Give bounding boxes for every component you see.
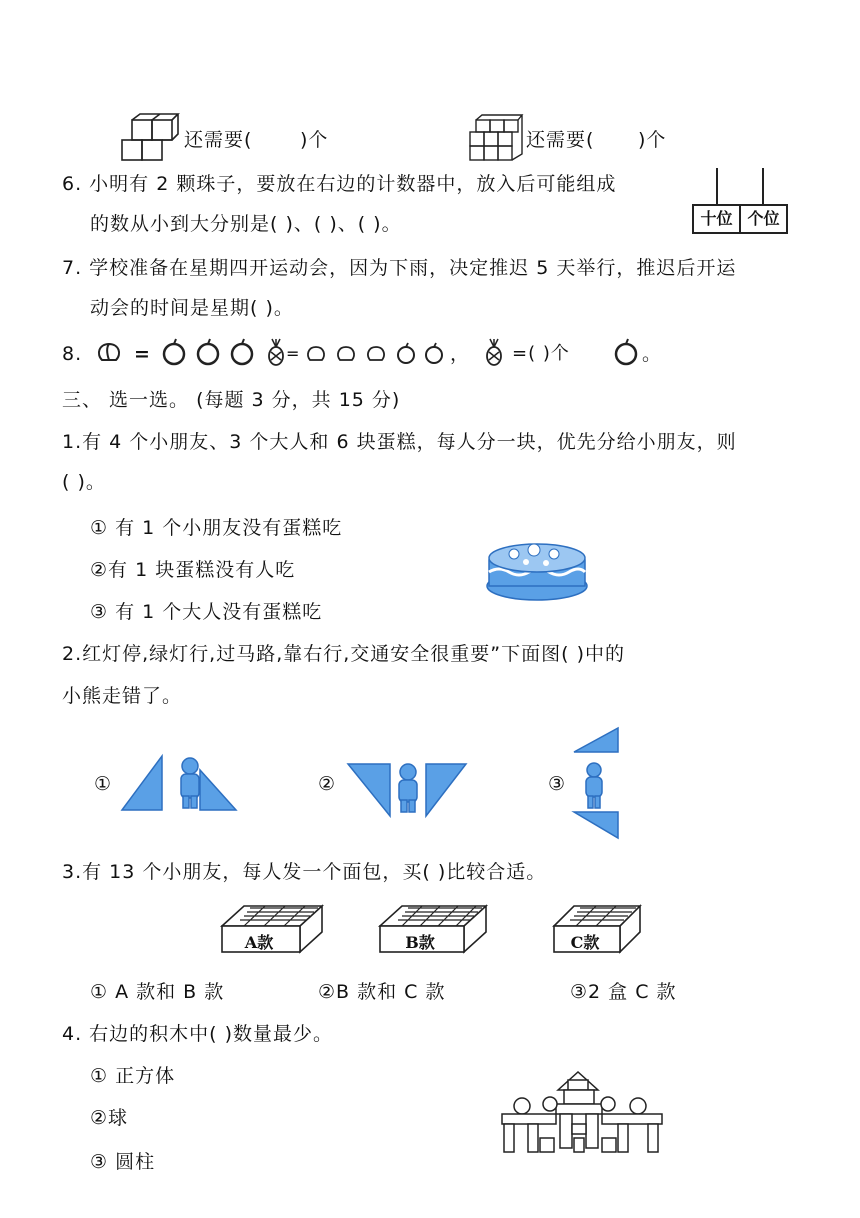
peach-icon bbox=[94, 340, 124, 364]
building-blocks-illustration bbox=[498, 1068, 666, 1156]
pineapple-icon bbox=[266, 338, 286, 366]
section-title: 三、 选一选。 (每题 3 分，共 15 分) bbox=[62, 389, 401, 411]
s1-option-3: ③ 有 1 个大人没有蛋糕吃 bbox=[90, 601, 323, 623]
cube-stack-right-figure bbox=[466, 114, 524, 166]
s3-option-2: ②B 款和 C 款 bbox=[318, 981, 446, 1003]
q6-line2: 的数从小到大分别是( )、( )、( )。 bbox=[90, 213, 402, 235]
counter-ones-label: 个位 bbox=[747, 209, 780, 228]
q7-line2: 动会的时间是星期( )。 bbox=[90, 297, 294, 319]
peach-icon bbox=[334, 344, 358, 364]
s1-line1: 1.有 4 个小朋友、3 个大人和 6 块蛋糕，每人分一块，优先分给小朋友，则 bbox=[62, 431, 737, 453]
q8-comma: ， bbox=[450, 343, 471, 365]
peach-icon bbox=[364, 344, 388, 364]
cake-illustration bbox=[484, 530, 590, 604]
bear-scene-3 bbox=[572, 726, 622, 842]
apple-icon bbox=[194, 338, 222, 366]
q7-line1: 7. 学校准备在星期四开运动会，因为下雨，决定推迟 5 天举行，推迟后开运 bbox=[62, 257, 737, 279]
s2-line1: 2.红灯停,绿灯行,过马路,靠右行,交通安全很重要”下面图( )中的 bbox=[62, 643, 625, 665]
apple-icon bbox=[422, 342, 446, 366]
apple-icon bbox=[228, 338, 256, 366]
counter-tens-label: 十位 bbox=[694, 206, 741, 232]
s1-option-2: ②有 1 块蛋糕没有人吃 bbox=[90, 559, 296, 581]
q5-left-text-b: )个 bbox=[300, 129, 329, 151]
q5-right-text-b: )个 bbox=[638, 129, 667, 151]
apple-icon bbox=[394, 342, 418, 366]
s2-line2: 小熊走错了。 bbox=[62, 685, 183, 707]
cube-stack-left-figure bbox=[120, 112, 182, 164]
s4-option-3: ③ 圆柱 bbox=[90, 1151, 156, 1173]
s2-label-3: ③ bbox=[548, 773, 567, 795]
q8-equals-1: = bbox=[134, 343, 151, 365]
q8-end: 。 bbox=[642, 343, 663, 365]
s2-label-1: ① bbox=[94, 773, 113, 795]
apple-icon bbox=[612, 338, 640, 366]
s4-option-1: ① 正方体 bbox=[90, 1065, 176, 1087]
bread-box-b-label: B款 bbox=[405, 933, 435, 952]
bread-box-a-label: A款 bbox=[244, 933, 274, 952]
s1-line2: ( )。 bbox=[62, 471, 106, 493]
q5-left-text-a: 还需要( bbox=[184, 129, 253, 151]
bear-scene-1 bbox=[120, 752, 240, 812]
s3-option-3: ③2 盒 C 款 bbox=[570, 981, 677, 1003]
bread-box-c-label: C款 bbox=[570, 933, 600, 952]
pineapple-icon bbox=[484, 338, 504, 366]
s4-line1: 4. 右边的积木中( )数量最少。 bbox=[62, 1023, 334, 1045]
counter-abacus bbox=[692, 168, 788, 234]
s1-option-1: ① 有 1 个小朋友没有蛋糕吃 bbox=[90, 517, 343, 539]
q6-line1: 6. 小明有 2 颗珠子，要放在右边的计数器中，放入后可能组成 bbox=[62, 173, 617, 195]
bear-scene-2 bbox=[346, 760, 468, 820]
q8-equals-2: = bbox=[286, 344, 301, 363]
apple-icon bbox=[160, 338, 188, 366]
s3-line1: 3.有 13 个小朋友，每人发一个面包，买( )比较合适。 bbox=[62, 861, 547, 883]
q8-answer-blank: =( )个 bbox=[512, 343, 570, 364]
peach-icon bbox=[304, 344, 328, 364]
s2-label-2: ② bbox=[318, 773, 337, 795]
s4-option-2: ②球 bbox=[90, 1107, 129, 1129]
s3-option-1: ① A 款和 B 款 bbox=[90, 981, 225, 1003]
q8-number: 8. bbox=[62, 343, 83, 365]
q5-right-text-a: 还需要( bbox=[526, 129, 595, 151]
